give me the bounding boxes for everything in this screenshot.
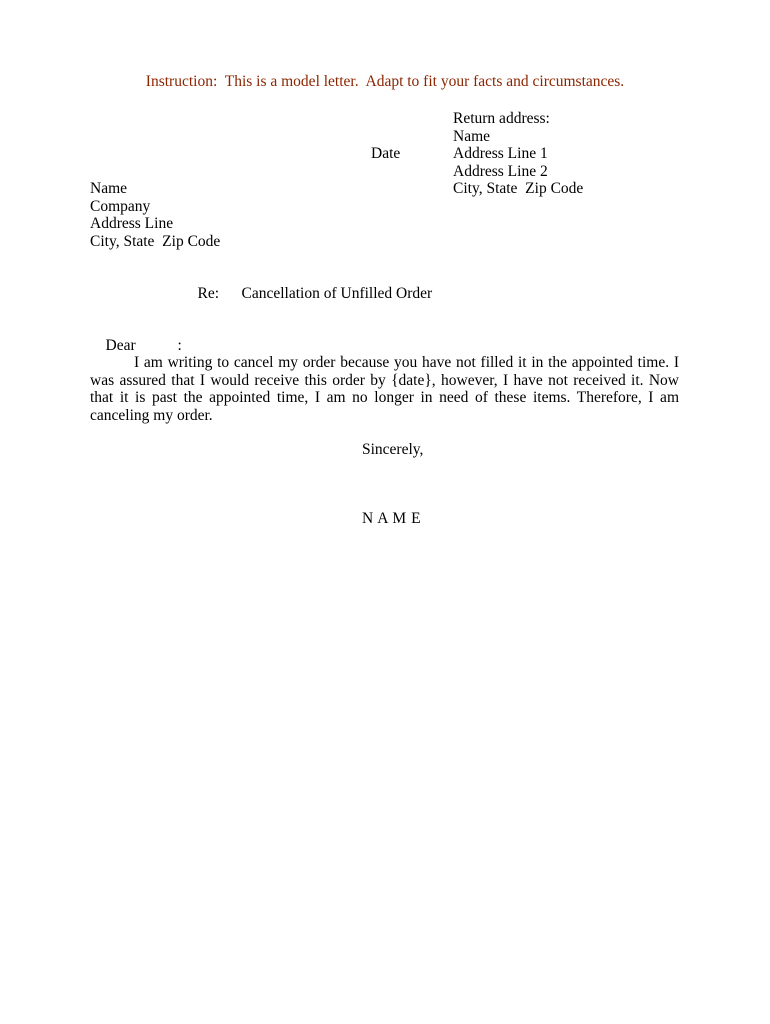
recipient-line-2: Company (90, 197, 151, 215)
recipient-line-3: Address Line (90, 215, 174, 232)
recipient-address-block (90, 180, 220, 250)
return-address-line-3: Address Line 2 (453, 162, 548, 180)
return-address-line-2: Address Line 1 (453, 145, 548, 162)
return-address-heading: Return address: (453, 110, 550, 127)
closing-line: Sincerely, (362, 441, 424, 458)
salutation-word: Dear (105, 336, 136, 354)
re-line (182, 267, 432, 320)
recipient-line-4: City, State Zip Code (90, 232, 221, 250)
body-paragraph: I am writing to cancel my order because you have not filled it in the appointed time. I was assured that I would receive this order by {date}, however, I have not received it. Now that it is past the appointed time, I am no longer in need of these items. Therefore, I am canceling my order. (90, 354, 679, 424)
instruction-note: Instruction: This is a model letter. Adapt to fit your facts and circumstances. (145, 73, 625, 90)
return-address-line-1: Name (453, 127, 491, 145)
recipient-line-1: Name (90, 180, 128, 197)
re-label: Re: (197, 284, 220, 302)
return-address-block (453, 110, 583, 198)
salutation-punctuation: : (177, 336, 182, 354)
date-placeholder: Date (371, 145, 401, 162)
re-subject: Cancellation of Unfilled Order (241, 284, 433, 302)
signature-name: N A M E (362, 510, 422, 527)
return-address-line-4: City, State Zip Code (453, 180, 584, 197)
